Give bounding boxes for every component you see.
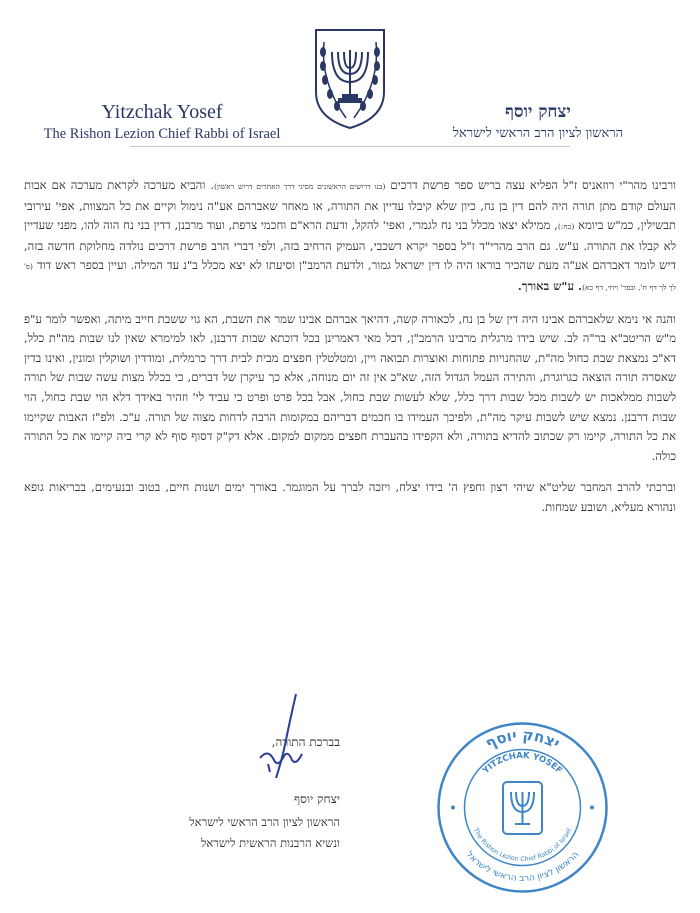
paragraph-1-citation-a: (בנו דרושים הראשונים מסיני דרך האתרים דרוש ראשון) — [214, 182, 386, 191]
letterhead-english-title: The Rishon Lezion Chief Rabbi of Israel — [43, 126, 281, 142]
letterhead-hebrew — [388, 100, 688, 144]
letter-body — [24, 176, 676, 530]
paragraph-1-part-c: , ממילא יצאו מכלל בני נח לגמרי, ואפי' להקל, ודעת הרא"ם וחכמי צרפת, ועוד מרבנן, דדין בני נח הוה להו, מפני שעדיין לא קבלו את התורה. ע"ש. גם הרב מהרי"ד ז"ל בספר יקרא דשכבי, העמיק הרחיב בזה, ולפי דברי הרב פרשת דרכים נולדה מחלוקת חדשה בזה, דיש לומר דאברהם אע"ה מעת שהכיר בוראו היה לו דין ישראל גמור, ולדעת הרמב"ן וסיעתו לא יצא מכלל ב"נ עד המילה. ועיין בספר ראש דוד — [24, 218, 676, 273]
svg-text:YITZCHAK YOSEF — [480, 751, 563, 777]
handwritten-signature-icon — [230, 690, 320, 780]
svg-text:The Rishon Lezion Chief Rabbi — [471, 826, 573, 863]
stamp-english-title: The Rishon Lezion Chief Rabbi of Israel — [471, 827, 574, 864]
signatory-title-1: הראשון לציון הרב הראשי לישראל — [189, 815, 340, 829]
stamp-hebrew-name: יצחק יוסף — [482, 725, 563, 753]
stamp-menorah-icon — [503, 782, 542, 834]
paragraph-1-part-d: . ע"ש באורך. — [517, 278, 583, 293]
letterhead-divider — [130, 146, 570, 147]
letterhead-english — [12, 100, 312, 144]
svg-text:הראשון לציון הרב הראשי לישראל — [464, 850, 582, 884]
paragraph-1-citation-b: (כח:) — [557, 222, 575, 232]
letterhead-hebrew-name: יצחק יוסף — [505, 102, 571, 122]
paragraph-3: וברכתי להרב המחבר שליט"א שיהי רצון וחפץ ה' בידו יצלח, ויזכה לברך על המוגמר. באורך ימים ושנות חיים, בטוב ובנעימים, בבריאות גופא ונהורא מעליא, ושובע שמחות. — [24, 480, 676, 514]
state-emblem-icon — [310, 22, 390, 130]
paragraph-1-part-b: . והביא מערכה לקראת מערכה אם אבות העולם קודם מתן תורה היה להם דין בן נח, כיון שלא קיבלו עדיין את התורה, או מאחר שאברהם אע"ה נימול וקיים את כל המצוות, אפי' עירובי תבשילין, כמ"ש ביומא — [24, 178, 676, 233]
stamp-english-name: YITZCHAK YOSEF — [481, 750, 564, 777]
svg-text:יצחק יוסף — [483, 726, 563, 753]
stamp-hebrew-title: הראשון לציון הרב הראשי לישראל — [463, 849, 582, 885]
paragraph-2: והנה אי נימא שלאברהם אבינו היה דין של בן נח, לכאורה קשה, דהיאך אברהם אבינו שמר את השבת, הא גוי ששבת חייב מיתה, ואפשר לומר ע"פ מ"ש הריטב"א בר"ה לב. שיש בידו מרגלית מרבינו הרמב"ן, דכל מאי דאמרינן בכל דוכתא שבות דרבנן, לאו למימרא שאין לנו שבות מה"ת כלל, דא"כ נמצאת שבת כחול מה"ת, שהחנויות פתוחות ואוצרות תבואה ויין, ומטלטלין חפצים מבית לבית דרך כרמלית, ומודדין ושוקלין ומונין, ואינו בדין שאסרה תורה הוצאה כגרוגרת, והתירה העמל הגדול הזה, שא"כ אין זה יום מנוחה, אלא כך עיקרן של דברים, כי בכלל מצות עשה שבות של תורה לשבות ממלאכות יש לשבות מכל שבות דרך כלל, שלא לעשות שבת כחול, אבל בכל פרט ופרט כי עביד לי' וזהיר באידך דלא הוי שבת כחול, הוי שבות דרבנן. נמצא שיש לשבות עיקר מה"ת, ולפיכך העמידו בו חכמים דבריהם במקומות הרבה לדחות מצוה של תורה. ע"כ. ולפ"ז האבות שקיימו את כל התורה, קיימו רק שכתוב להדיא בתורה, ולא הקפידו בהעברת חפצים ממקום למקום. אלא דק"ק דסוף סוף לא קרי ביה קיימו את כל התורה כולה. — [24, 311, 676, 463]
letterhead-hebrew-title: הראשון לציון הרב הראשי לישראל — [452, 126, 624, 141]
closing-blessing: בברכת התורה, — [271, 735, 340, 749]
signatory-name: יצחק יוסף — [293, 792, 340, 806]
letterhead-english-name: Yitzchak Yosef — [101, 101, 223, 123]
paragraph-1-part-a: ורבינו מהר"י רוזאניס ז"ל הפליא עצה בריש ספר פרשת דרכים — [385, 178, 676, 192]
paragraph-1 — [24, 176, 676, 298]
paragraph-1-citation-c: (פ' לך לך דף ח', ובפר' ויחי, דף כא) — [24, 262, 676, 292]
official-stamp — [435, 720, 610, 895]
signatory-title-2: ונשיא הרבנות הראשית לישראל — [200, 836, 340, 850]
